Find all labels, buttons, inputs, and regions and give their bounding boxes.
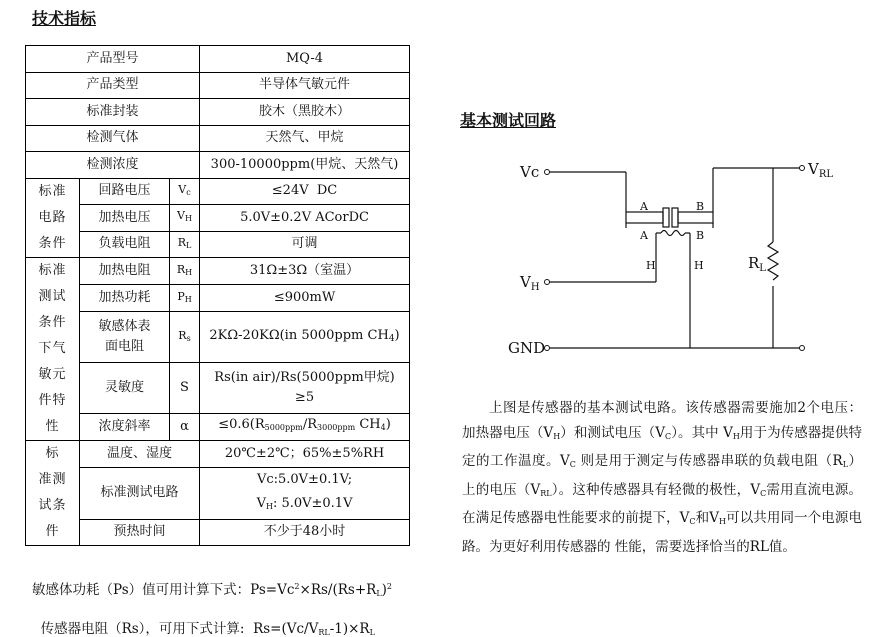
spec-value: 300-10000ppm(甲烷、天然气) [200,152,410,179]
description-segment: ）上的电压（V [462,453,863,498]
param-value: 20℃±2℃；65%±5%RH [200,441,410,468]
param-value: 5.0V±0.2V ACorDC [200,205,410,232]
vc-terminal [545,170,550,175]
table-row [26,519,410,546]
group-label-circuit: 标准 电路 条件 [26,178,80,258]
table-row [26,312,410,363]
param-name: 负载电阻 [80,231,170,258]
description-segment: 则是用于测定与传感器串联的负载电阻（R [575,453,843,469]
test-circuit-diagram [508,150,868,365]
param-symbol: $R_H$ [170,258,200,285]
formula-resistance: 传感器电阻（Rs），可用下式计算: $Rs=(Vc/V_{RL}-1)\times R_L$ [40,621,375,637]
description-segment: RL [540,488,552,498]
param-value: Vc:5.0V±0.1V; $V_H$: 5.0V±0.1V [200,467,410,519]
table-row [26,285,410,312]
table-row [26,152,410,179]
formula-power: 敏感体功耗（Ps）值可用计算下式：$Ps=Vc^2\times Rs/(Rs+R_L)^2$ [32,582,392,598]
description-segment: 可以共用同一个电源电路。为更好利用传感器的 性能，需要选择恰当的RL值。 [462,510,863,555]
table-row [26,441,410,468]
vh-terminal [545,280,550,285]
param-name: 标准测试电路 [80,467,200,519]
vrl-label: $V_{RL}$ [808,160,834,180]
table-row [26,231,410,258]
param-value: 不少于48小时 [200,519,410,546]
table-row [26,413,410,440]
description-paragraph [462,396,862,559]
param-name: 预热时间 [80,519,200,546]
rl-resistor [768,242,778,280]
pin-a-top: A [640,200,648,213]
description-segment: H [732,431,740,441]
description-segment: 和V [695,510,719,526]
description-segment: C [665,431,672,441]
table-row [26,72,410,99]
group-label-characteristics: 标准 测试 条件 下气 敏元 件特 性 [26,258,80,441]
param-symbol: S [170,363,200,414]
spec-label: 标准封装 [26,99,200,126]
spec-label: 产品型号 [26,46,200,73]
pin-h-right: H [694,259,704,272]
rl-label: $R_L$ [748,254,766,274]
table-row [26,467,410,519]
circuit-description [462,396,862,559]
param-value: 可调 [200,231,410,258]
param-name: 加热电阻 [80,258,170,285]
param-symbol: α [170,413,200,440]
param-symbol: $R_s$ [170,312,200,363]
description-segment: H [719,517,726,526]
spec-table [25,45,410,546]
param-name: 回路电压 [80,178,170,205]
table-row [26,46,410,73]
spec-value: 胶木（黑胶木） [200,99,410,126]
spec-label: 产品类型 [26,72,200,99]
table-row [26,99,410,126]
param-value: 2KΩ-20KΩ(in 5000ppm CH4) [200,312,410,363]
param-value: $\le 0.6(R_{5000ppm}/R_{3000ppm}$ $CH_4$) [200,413,410,440]
description-segment: ）。这种传感器具有轻微的极性，V [551,481,761,498]
table-row [26,363,410,414]
param-name: 加热功耗 [80,285,170,312]
spec-value: MQ-4 [200,46,410,73]
description-segment: C [689,517,696,526]
table-row [26,125,410,152]
vrl-terminal [800,166,805,171]
description-segment: 需用直流电源。在满足传感器电性能要求的前提下，V [462,481,863,526]
param-name: 温度、湿度 [80,441,200,468]
param-value: 31Ω±3Ω（室温） [200,258,410,285]
pin-b-top: B [696,200,705,213]
param-value: ≤900mW [200,285,410,312]
pin-a-bottom: A [640,229,648,242]
pin-b-bottom: B [696,229,705,242]
description-segment: 上图是传感器的基本测试电路。该传感器需要施加2个电压：加热器电压（V [462,400,862,441]
description-segment: C [569,460,576,469]
param-symbol: $V_c$ [170,178,200,205]
description-segment: H [553,431,561,441]
heater-coil [661,231,685,236]
pin-h-left: H [646,259,656,272]
param-name: 浓度斜率 [80,413,170,440]
param-value: Rs(in air)/Rs(5000ppm甲烷) ≥5 [200,363,410,414]
spec-value: 半导体气敏元件 [200,72,410,99]
vh-label: $V_H$ [520,273,540,293]
spec-label: 检测气体 [26,125,200,152]
description-segment: ）和测试电压（V [560,424,666,441]
circuit-title: 基本测试回路 [460,111,557,130]
spec-title: 技术指标 [32,9,97,28]
param-symbol: $R_L$ [170,231,200,258]
gnd-right-terminal [800,346,805,351]
param-name: 敏感体表 面电阻 [80,312,170,363]
description-segment: 用于为传感器提供特定的工作温度。V [462,424,863,469]
gnd-label: GND [508,339,546,357]
description-segment: C [760,488,767,498]
gnd-terminal [545,346,550,351]
table-row [26,258,410,285]
description-segment: L [842,460,849,469]
param-name: 加热电压 [80,205,170,232]
param-symbol: $P_H$ [170,285,200,312]
table-row [26,205,410,232]
param-name: 灵敏度 [80,363,170,414]
description-segment: ）。其中 V [671,424,733,441]
vc-label: Vc [520,163,540,181]
table-row [26,178,410,205]
spec-label: 检测浓度 [26,152,200,179]
spec-value: 天然气、甲烷 [200,125,410,152]
group-label-test: 标 准测 试条 件 [26,441,80,546]
param-symbol: $V_H$ [170,205,200,232]
param-value: ≤24V DC [200,178,410,205]
